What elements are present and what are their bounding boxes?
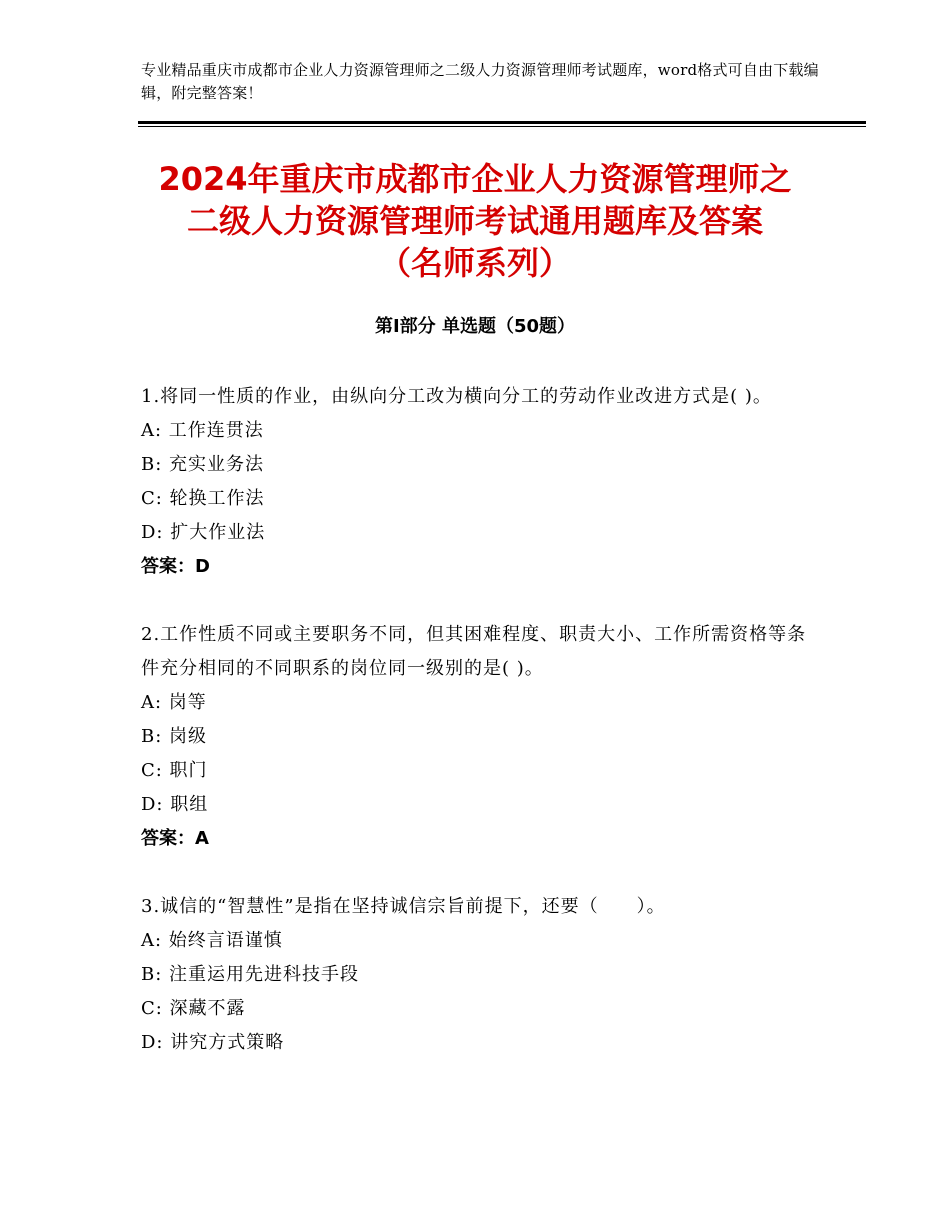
question-1 bbox=[141, 380, 821, 584]
question-spacer bbox=[141, 584, 821, 618]
question-3 bbox=[141, 890, 821, 1060]
question-answer: 答案：D bbox=[141, 556, 210, 577]
question-stem: 2.工作性质不同或主要职务不同，但其困难程度、职责大小、工作所需资格等条件充分相同的不同职系的岗位同一级别的是( )。 bbox=[141, 624, 807, 679]
question-2 bbox=[141, 618, 821, 856]
question-list bbox=[141, 380, 821, 1060]
question-stem: 1.将同一性质的作业，由纵向分工改为横向分工的劳动作业改进方式是( )。 bbox=[141, 386, 772, 407]
document-title-line-2: 二级人力资源管理师考试通用题库及答案 bbox=[186, 202, 763, 240]
option-a: A: 工作连贯法 bbox=[141, 420, 264, 441]
header-rule-thin bbox=[138, 126, 866, 127]
option-c: C: 职门 bbox=[141, 760, 208, 781]
option-a: A: 岗等 bbox=[141, 692, 207, 713]
document-title-line-1: 2024年重庆市成都市企业人力资源管理师之 bbox=[158, 160, 792, 198]
option-d: D: 扩大作业法 bbox=[141, 522, 266, 543]
option-d: D: 讲究方式策略 bbox=[141, 1032, 285, 1053]
option-b: B: 注重运用先进科技手段 bbox=[141, 964, 360, 985]
question-stem: 3.诚信的“智慧性”是指在坚持诚信宗旨前提下，还要（ ）。 bbox=[141, 896, 666, 917]
option-c: C: 轮换工作法 bbox=[141, 488, 265, 509]
option-d: D: 职组 bbox=[141, 794, 209, 815]
document-title bbox=[100, 158, 850, 284]
option-a: A: 始终言语谨慎 bbox=[141, 930, 283, 951]
option-b: B: 充实业务法 bbox=[141, 454, 265, 475]
question-spacer bbox=[141, 856, 821, 890]
header-rule-thick bbox=[138, 121, 866, 124]
option-c: C: 深藏不露 bbox=[141, 998, 246, 1019]
question-answer: 答案：A bbox=[141, 828, 209, 849]
option-b: B: 岗级 bbox=[141, 726, 208, 747]
header-note: 专业精品重庆市成都市企业人力资源管理师之二级人力资源管理师考试题库，word格式可自由下载编辑，附完整答案！ bbox=[141, 61, 819, 102]
document-title-line-3: （名师系列） bbox=[378, 244, 571, 282]
section-title: 第Ⅰ部分 单选题（50题） bbox=[374, 316, 575, 337]
